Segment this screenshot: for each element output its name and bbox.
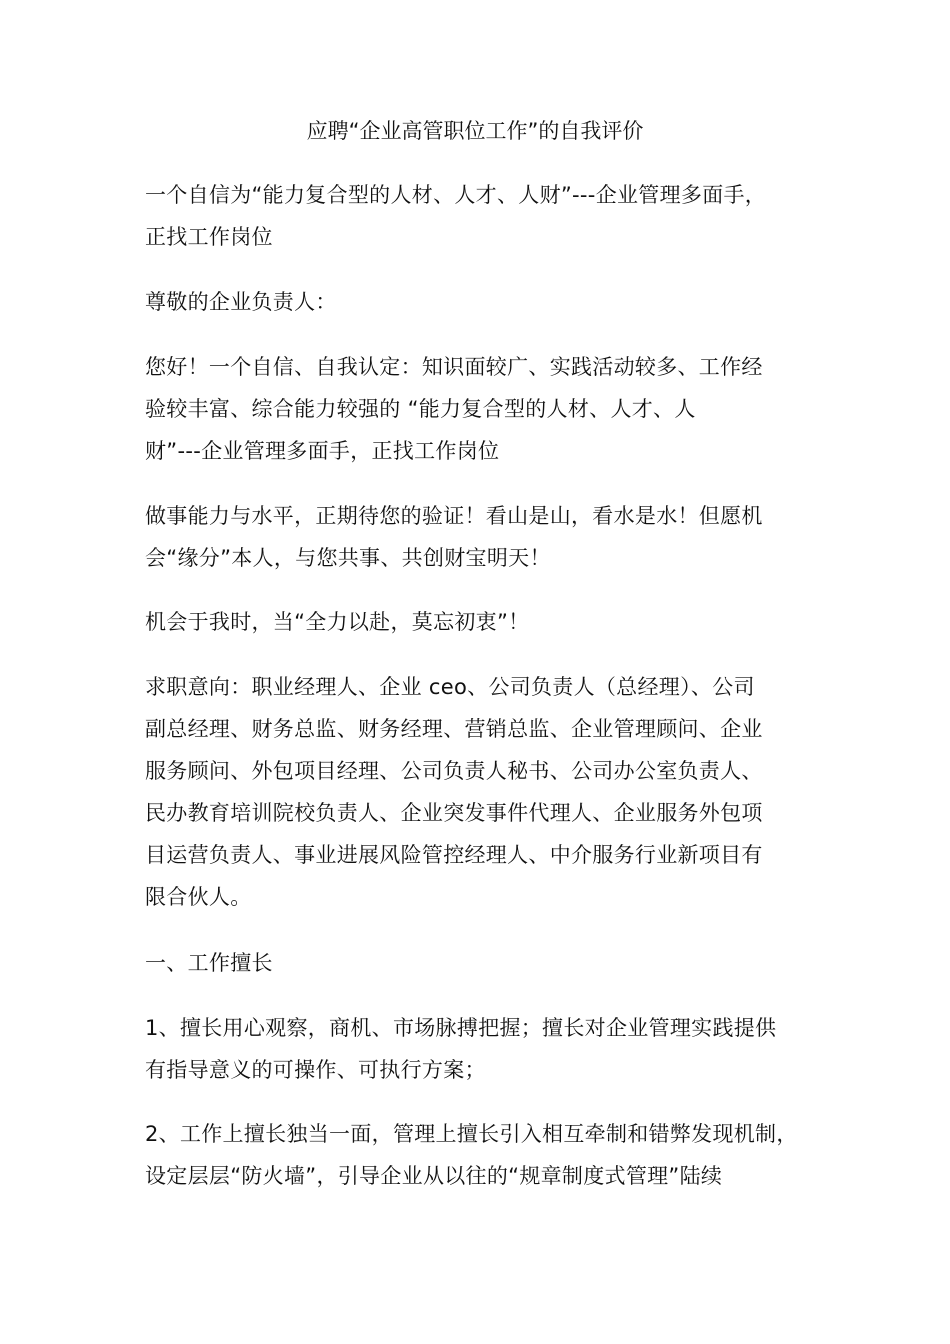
list-item-1	[145, 1007, 805, 1091]
section-heading-work-strengths	[145, 942, 805, 984]
text-line: 会“缘分”本人，与您共事、共创财宝明天！	[145, 546, 551, 570]
text-line: 做事能力与水平，正期待您的验证！看山是山，看水是水！但愿机	[145, 504, 763, 528]
text-line: 验较丰富、综合能力较强的 “能力复合型的人材、人才、人	[145, 397, 696, 421]
text-line: 正找工作岗位	[145, 225, 273, 249]
text-line: 限合伙人。	[145, 885, 252, 909]
text-line: 民办教育培训院校负责人、企业突发事件代理人、企业服务外包项	[145, 801, 763, 825]
text-line: 求职意向：职业经理人、企业 ceo、公司负责人（总经理）、公司	[145, 675, 755, 699]
text-line: 您好！一个自信、自我认定：知识面较广、实践活动较多、工作经	[145, 355, 763, 379]
paragraph-motto	[145, 601, 805, 643]
paragraph-greeting	[145, 346, 805, 472]
list-item-2	[145, 1113, 805, 1197]
text-line: 尊敬的企业负责人：	[145, 290, 337, 314]
text-line: 2、工作上擅长独当一面，管理上擅长引入相互牵制和错弊发现机制，	[145, 1122, 798, 1146]
paragraph-ability	[145, 495, 805, 579]
text-line: 一、工作擅长	[145, 951, 273, 975]
text-line: 有指导意义的可操作、可执行方案；	[145, 1058, 486, 1082]
document-title: 应聘“企业高管职位工作”的自我评价	[306, 119, 644, 143]
text-line: 服务顾问、外包项目经理、公司负责人秘书、公司办公室负责人、	[145, 759, 763, 783]
text-line: 设定层层“防火墙”，引导企业从以往的“规章制度式管理”陆续	[145, 1164, 723, 1188]
text-line: 1、擅长用心观察，商机、市场脉搏把握；擅长对企业管理实践提供	[145, 1016, 777, 1040]
text-line: 目运营负责人、事业进展风险管控经理人、中介服务行业新项目有	[145, 843, 763, 867]
text-line: 财”---企业管理多面手，正找工作岗位	[145, 439, 500, 463]
text-line: 机会于我时，当“全力以赴，莫忘初衷”！	[145, 610, 530, 634]
paragraph-job-intention	[145, 666, 805, 918]
text-line: 副总经理、财务总监、财务经理、营销总监、企业管理顾问、企业	[145, 717, 763, 741]
paragraph-salutation	[145, 281, 805, 323]
text-line: 一个自信为“能力复合型的人材、人才、人财”---企业管理多面手，	[145, 183, 767, 207]
paragraph-intro	[145, 174, 805, 258]
